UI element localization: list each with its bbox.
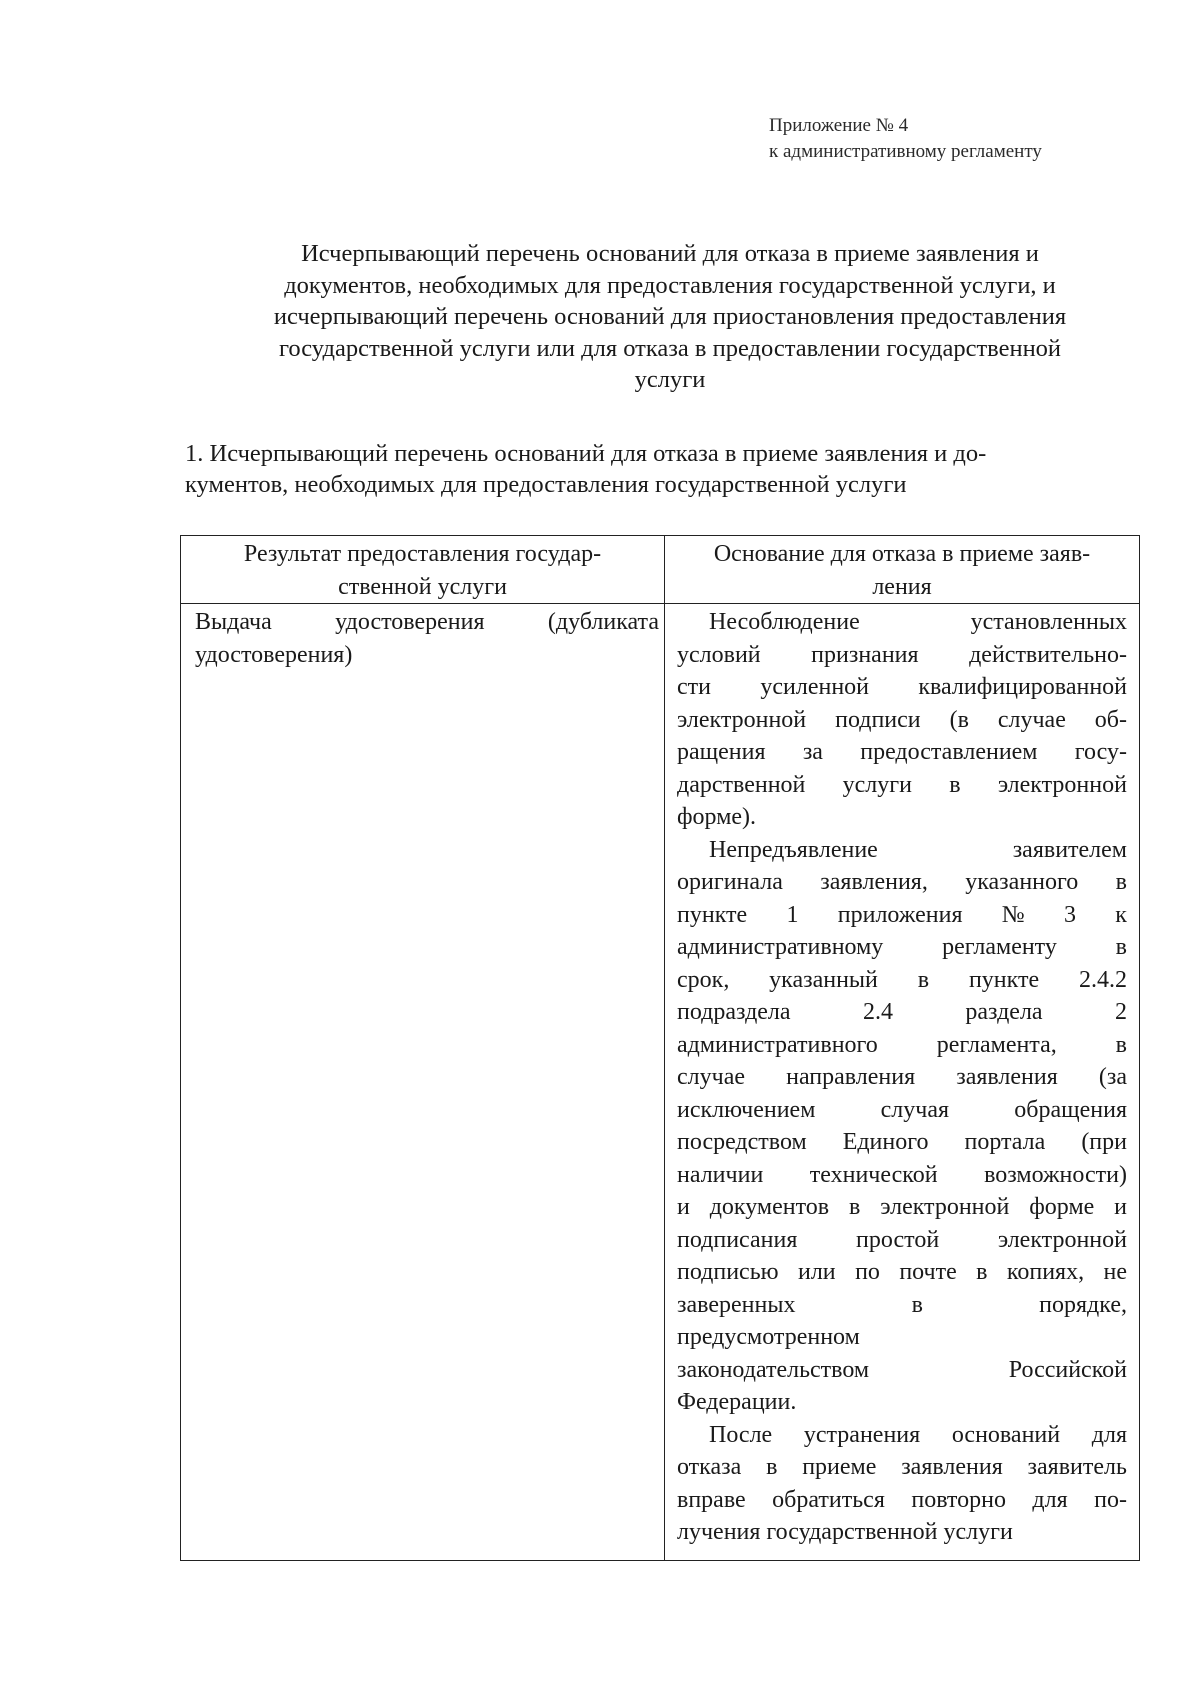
result-cell — [181, 604, 665, 1561]
grounds-line: подписью или по почте в копиях, не — [677, 1259, 1127, 1285]
grounds-line: подписания простой электронной — [677, 1226, 1127, 1253]
grounds-line: посредством Единого портала (при — [677, 1129, 1127, 1155]
grounds-line: Федерации. — [677, 1389, 797, 1415]
section-heading — [185, 438, 1145, 500]
grounds-line: лучения государственной услуги — [677, 1519, 1013, 1545]
grounds-line: оригинала заявления, указанного в — [677, 869, 1127, 895]
header-grounds: Основание для отказа в приеме заяв- ления — [665, 536, 1140, 604]
grounds-line: и документов в электронной форме и — [677, 1194, 1127, 1220]
refusal-grounds-table — [180, 535, 1140, 1561]
title-line: документов, необходимых для предоставления государственной услуги, и — [284, 271, 1056, 299]
grounds-line: сти усиленной квалифицированной — [677, 674, 1127, 700]
table-header-row — [181, 536, 1140, 604]
grounds-line: подраздела 2.4 раздела 2 — [677, 999, 1127, 1025]
grounds-line: ращения за предоставлением госу- — [677, 739, 1127, 765]
annex-number: Приложение № 4 — [769, 115, 909, 136]
title-line: государственной услуги или для отказа в предоставлении государственной — [278, 334, 1062, 362]
grounds-line: исключением случая обращения — [677, 1096, 1127, 1123]
annex-reference — [769, 113, 1042, 165]
grounds-line: дарственной услуги в электронной — [677, 771, 1127, 798]
grounds-cell — [665, 604, 1140, 1561]
grounds-line: административному регламенту в — [677, 934, 1127, 960]
justified-line: Выдача удостоверения (дубликата — [195, 609, 659, 635]
section-line: кументов, необходимых для предоставления государственной услуги — [185, 471, 907, 498]
title-line: исчерпывающий перечень оснований для приостановления предоставления — [273, 303, 1067, 330]
grounds-line: вправе обратиться повторно для по- — [677, 1486, 1127, 1513]
grounds-line: отказа в приеме заявления заявитель — [677, 1454, 1127, 1480]
grounds-line: законодательством Российской — [677, 1356, 1127, 1383]
grounds-line: административного регламента, в — [677, 1031, 1127, 1058]
grounds-line: Несоблюдение установленных — [709, 609, 1127, 635]
title-line: услуги — [634, 366, 706, 393]
grounds-line: Непредъявление заявителем — [709, 836, 1127, 863]
section-line: 1. Исчерпывающий перечень оснований для отказа в приеме заявления и до- — [185, 440, 987, 467]
grounds-line: форме). — [677, 804, 757, 830]
grounds-line: срок, указанный в пункте 2.4.2 — [677, 966, 1127, 993]
grounds-line: случае направления заявления (за — [677, 1064, 1127, 1090]
title-line: Исчерпывающий перечень оснований для отказа в приеме заявления и — [301, 240, 1039, 267]
grounds-line: условий признания действительно- — [677, 641, 1127, 668]
cell-line: удостоверения) — [195, 641, 353, 668]
annex-regulation: к административному регламенту — [769, 141, 1042, 162]
table-row — [181, 604, 1140, 1561]
grounds-line: пункте 1 приложения № 3 к — [677, 901, 1127, 928]
grounds-line: предусмотренном — [677, 1324, 860, 1350]
grounds-line: После устранения оснований для — [709, 1421, 1127, 1448]
header-result: Результат предоставления государ- ственной услуги — [181, 536, 665, 604]
grounds-line: наличии технической возможности) — [677, 1161, 1127, 1188]
grounds-line: электронной подписи (в случае об- — [677, 706, 1127, 733]
grounds-line: заверенных в порядке, — [677, 1291, 1127, 1318]
document-title — [200, 238, 1140, 396]
